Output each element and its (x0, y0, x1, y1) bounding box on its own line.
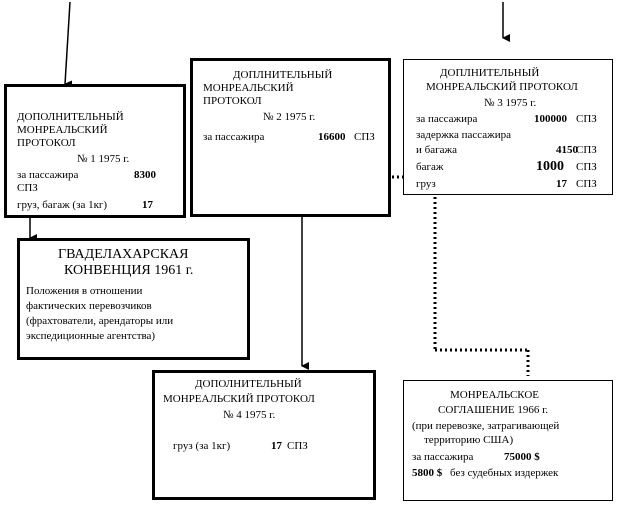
protocol-1-passenger-value: 8300 (134, 169, 156, 181)
agreement-passenger-label: за пассажира (412, 451, 474, 463)
protocol-3-box (403, 59, 613, 195)
agreement-limit-value: 5800 $ (412, 467, 443, 479)
agreement-title-line1: МОНРЕАЛЬСКОЕ (450, 389, 540, 401)
protocol-2-title-line2: МОНРЕАЛЬСКИЙ (203, 82, 294, 94)
guadalajara-body-line2: фактических перевозчиков (26, 300, 152, 312)
protocol-3-number: № 3 1975 г. (484, 97, 537, 109)
protocol-3-delay-unit: СПЗ (576, 144, 597, 156)
montreal-agreement-box (403, 380, 613, 501)
protocol-4-title-line2: МОНРЕАЛЬСКИЙ ПРОТОКОЛ (163, 393, 315, 405)
protocol-3-baggage-value: 1000 (536, 159, 564, 174)
protocol-3-passenger-value: 100000 (534, 113, 567, 125)
guadalajara-body-line1: Положения в отношении (26, 285, 143, 297)
protocol-1-number: № 1 1975 г. (77, 153, 130, 165)
protocol-3-delay-label2: и багажа (416, 144, 457, 156)
protocol-4-cargo-label: груз (за 1кг) (173, 440, 231, 452)
protocol-2-passenger-value: 16600 (318, 131, 346, 143)
protocol-4-cargo-unit: СПЗ (287, 440, 308, 452)
protocol-3-baggage-unit: СПЗ (576, 161, 597, 173)
protocol-4-cargo-value: 17 (271, 440, 282, 452)
protocol-1-passenger-unit: СПЗ (17, 182, 38, 194)
protocol-1-box (4, 84, 186, 218)
protocol-3-title-line2: МОНРЕАЛЬСКИЙ ПРОТОКОЛ (426, 81, 578, 93)
arrow-into-protocol-1 (65, 2, 70, 84)
protocol-3-delay-value: 4150 (556, 144, 578, 156)
protocol-1-title-line2: МОНРЕАЛЬСКИЙ (17, 124, 108, 136)
agreement-title-line2: СОГЛАШЕНИЕ 1966 г. (438, 404, 549, 416)
protocol-3-passenger-unit: СПЗ (576, 113, 597, 125)
protocol-1-cargo-label: груз, багаж (за 1кг) (17, 199, 108, 211)
protocol-3-delay-label1: задержка пассажира (416, 129, 512, 141)
protocol-1-title-line1: ДОПОЛНИТЕЛЬНЫЙ (17, 111, 124, 123)
protocol-3-cargo-label: груз (416, 178, 436, 190)
protocol-2-passenger-label: за пассажира (203, 131, 265, 143)
agreement-note-line2: территорию США) (424, 434, 514, 446)
protocol-3-cargo-value: 17 (556, 178, 567, 190)
guadalajara-title-line2: КОНВЕНЦИЯ 1961 г. (64, 263, 194, 278)
protocol-3-baggage-label: багаж (416, 161, 444, 173)
protocol-2-title-line3: ПРОТОКОЛ (203, 95, 262, 107)
agreement-note-line1: (при перевозке, затрагивающей (412, 420, 560, 432)
protocol-2-box (190, 58, 391, 217)
guadalajara-convention-box (17, 238, 250, 360)
agreement-limit-label: без судебных издержек (450, 467, 559, 479)
protocol-1-passenger-label: за пассажира (17, 169, 79, 181)
guadalajara-title-line1: ГВАДЕЛАХАРСКАЯ (58, 247, 189, 262)
protocol-4-box (152, 370, 376, 500)
protocol-4-number: № 4 1975 г. (223, 409, 276, 421)
protocol-2-passenger-unit: СПЗ (354, 131, 375, 143)
protocol-2-number: № 2 1975 г. (263, 111, 316, 123)
protocol-4-title-line1: ДОПОЛНИТЕЛЬНЫЙ (195, 378, 302, 390)
agreement-passenger-value: 75000 $ (504, 451, 540, 463)
guadalajara-body-line3: (фрахтователи, арендаторы или (26, 315, 174, 327)
protocol-2-title-line1: ДОПЛНИТЕЛЬНЫЙ (233, 69, 333, 81)
protocol-1-cargo-value: 17 (142, 199, 153, 211)
guadalajara-body-line4: экспедиционные агентства) (26, 330, 156, 342)
protocol-3-passenger-label: за пассажира (416, 113, 478, 125)
protocol-3-cargo-unit: СПЗ (576, 178, 597, 190)
protocol-1-title-line3: ПРОТОКОЛ (17, 137, 76, 149)
protocol-3-title-line1: ДОПЛНИТЕЛЬНЫЙ (440, 67, 540, 79)
